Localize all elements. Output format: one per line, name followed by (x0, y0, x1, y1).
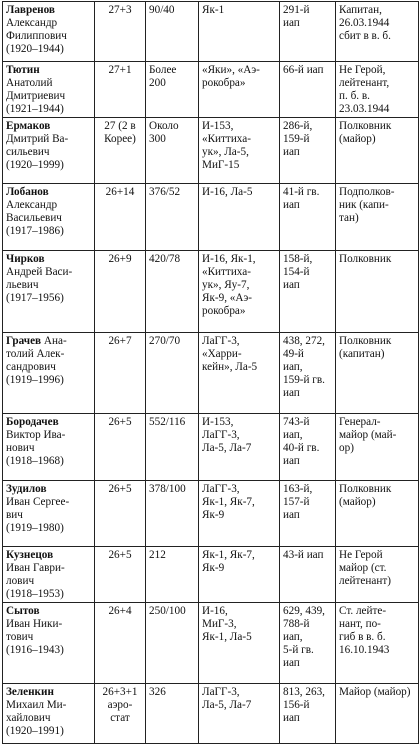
victories-cell: 26+3+1 аэро- стат (95, 684, 146, 744)
sorties-cell: 552/116 (146, 414, 199, 481)
rank-cell: Полковник (майор) (336, 481, 419, 547)
pilot-given-names: Дмитрий Ва- сильевич (1920–1999) (6, 133, 69, 171)
pilot-given-names: Андрей Васи- льевич (1917–1956) (6, 266, 73, 304)
pilot-surname: Зеленкин (6, 686, 54, 698)
table-row (3, 118, 419, 184)
rank-cell: Майор (майор) (336, 684, 419, 744)
regiment-cell: 163-й, 157-й иап (280, 481, 336, 547)
table-row (3, 547, 419, 603)
sorties-cell: 250/100 (146, 603, 199, 684)
victories-cell: 26+4 (95, 603, 146, 684)
sorties-cell: 90/40 (146, 2, 199, 62)
table-row (3, 184, 419, 251)
sorties-cell: Около 300 (146, 118, 199, 184)
aircraft-cell: ЛаГГ-3, «Харри- кейн», Ла-5 (199, 333, 280, 414)
table-row (3, 684, 419, 744)
pilot-given-names: Михаил Ми- хайлович (1920–1991) (6, 699, 67, 737)
pilot-given-names: Иван Сергее- вич (1919–1980) (6, 496, 70, 534)
aircraft-cell: Як-1 (199, 2, 280, 62)
table-row (3, 481, 419, 547)
aircraft-cell: И-16, Ла-5 (199, 184, 280, 251)
victories-cell: 26+9 (95, 251, 146, 333)
aircraft-cell: ЛаГГ-3, Як-1, Як-7, Як-9 (199, 481, 280, 547)
pilot-surname: Лобанов (6, 186, 49, 198)
victories-cell: 26+5 (95, 414, 146, 481)
pilot-given-names: Александр Васильевич (1917–1986) (6, 199, 64, 237)
sorties-cell: 326 (146, 684, 199, 744)
pilot-given-names: Иван Гаври- лович (1918–1953) (6, 562, 65, 600)
rank-cell: Полковник (капитан) (336, 333, 419, 414)
pilot-name-cell (3, 603, 95, 684)
pilot-surname: Грачев (6, 335, 42, 347)
pilot-surname: Чирков (6, 253, 45, 265)
victories-cell: 26+7 (95, 333, 146, 414)
pilots-table-body (3, 2, 419, 744)
rank-cell: Подполков- ник (капи- тан) (336, 184, 419, 251)
aircraft-cell: И-16, МиГ-3, Як-1, Ла-5 (199, 603, 280, 684)
rank-cell: Не Герой майор (ст. лейтенант) (336, 547, 419, 603)
sorties-cell: 420/78 (146, 251, 199, 333)
pilot-name-cell (3, 184, 95, 251)
victories-cell: 27 (2 в Корее) (95, 118, 146, 184)
table-row (3, 603, 419, 684)
pilot-surname: Кузнецов (6, 549, 54, 561)
regiment-cell: 291-й иап (280, 2, 336, 62)
table-row (3, 251, 419, 333)
pilot-surname: Бородачев (6, 416, 59, 428)
regiment-cell: 813, 263, 156-й иап (280, 684, 336, 744)
pilot-name-cell (3, 414, 95, 481)
pilot-surname: Тютин (6, 64, 40, 76)
aircraft-cell: И-153, ЛаГГ-3, Ла-5, Ла-7 (199, 414, 280, 481)
pilot-given-names: Ана- толий Алек- сандрович (1919–1996) (6, 335, 67, 386)
regiment-cell: 66-й иап (280, 62, 336, 118)
pilot-name-cell (3, 333, 95, 414)
aircraft-cell: И-153, «Киттиха- ук», Ла-5, МиГ-15 (199, 118, 280, 184)
sorties-cell: 376/52 (146, 184, 199, 251)
table-row (3, 2, 419, 62)
regiment-cell: 286-й, 159-й иап (280, 118, 336, 184)
regiment-cell: 41-й гв. иап (280, 184, 336, 251)
victories-cell: 26+5 (95, 481, 146, 547)
table-row (3, 62, 419, 118)
sorties-cell: 378/100 (146, 481, 199, 547)
aircraft-cell: Як-1, Як-7, Як-9 (199, 547, 280, 603)
table-row (3, 414, 419, 481)
pilot-surname: Сытов (6, 605, 40, 617)
rank-cell: Капитан, 26.03.1944 сбит в в. б. (336, 2, 419, 62)
pilot-given-names: Анатолий Дмитриевич (1921–1944) (6, 77, 66, 115)
pilot-given-names: Виктор Ива- нович (1918–1968) (6, 429, 66, 467)
sorties-cell: 270/70 (146, 333, 199, 414)
regiment-cell: 158-й, 154-й иап (280, 251, 336, 333)
pilot-name-cell (3, 684, 95, 744)
pilot-surname: Ермаков (6, 120, 51, 132)
pilot-given-names: Александр Филиппович (1920–1944) (6, 17, 67, 55)
pilot-name-cell (3, 62, 95, 118)
pilot-given-names: Иван Ники- тович (1916–1943) (6, 618, 64, 656)
pilot-surname: Лавренов (6, 4, 55, 16)
pilot-name-cell (3, 118, 95, 184)
pilot-name-cell (3, 251, 95, 333)
rank-cell: Не Герой, лейтенант, п. б. в. 23.03.1944 (336, 62, 419, 118)
aircraft-cell: И-16, Як-1, «Киттиха- ук», Яу-7, Як-9, «Аэ- рокобра» (199, 251, 280, 333)
regiment-cell: 629, 439, 788-й иап, 5-й гв. иап (280, 603, 336, 684)
regiment-cell: 43-й иап (280, 547, 336, 603)
rank-cell: Полковник (336, 251, 419, 333)
pilot-surname: Зудилов (6, 483, 47, 495)
regiment-cell: 438, 272, 49-й иап, 159-й гв. иап (280, 333, 336, 414)
aircraft-cell: ЛаГГ-3, Ла-5, Ла-7 (199, 684, 280, 744)
rank-cell: Генерал- майор (май- ор) (336, 414, 419, 481)
sorties-cell: Более 200 (146, 62, 199, 118)
regiment-cell: 743-й иап, 40-й гв. иап (280, 414, 336, 481)
table-row (3, 333, 419, 414)
victories-cell: 26+14 (95, 184, 146, 251)
pilot-name-cell (3, 481, 95, 547)
pilot-name-cell (3, 2, 95, 62)
pilot-name-cell (3, 547, 95, 603)
victories-cell: 27+1 (95, 62, 146, 118)
aircraft-cell: «Яки», «Аэ- рокобра» (199, 62, 280, 118)
rank-cell: Полковник (майор) (336, 118, 419, 184)
sorties-cell: 212 (146, 547, 199, 603)
rank-cell: Ст. лейте- нант, по- гиб в в. б. 16.10.1943 (336, 603, 419, 684)
pilots-table (2, 1, 419, 744)
victories-cell: 26+5 (95, 547, 146, 603)
victories-cell: 27+3 (95, 2, 146, 62)
